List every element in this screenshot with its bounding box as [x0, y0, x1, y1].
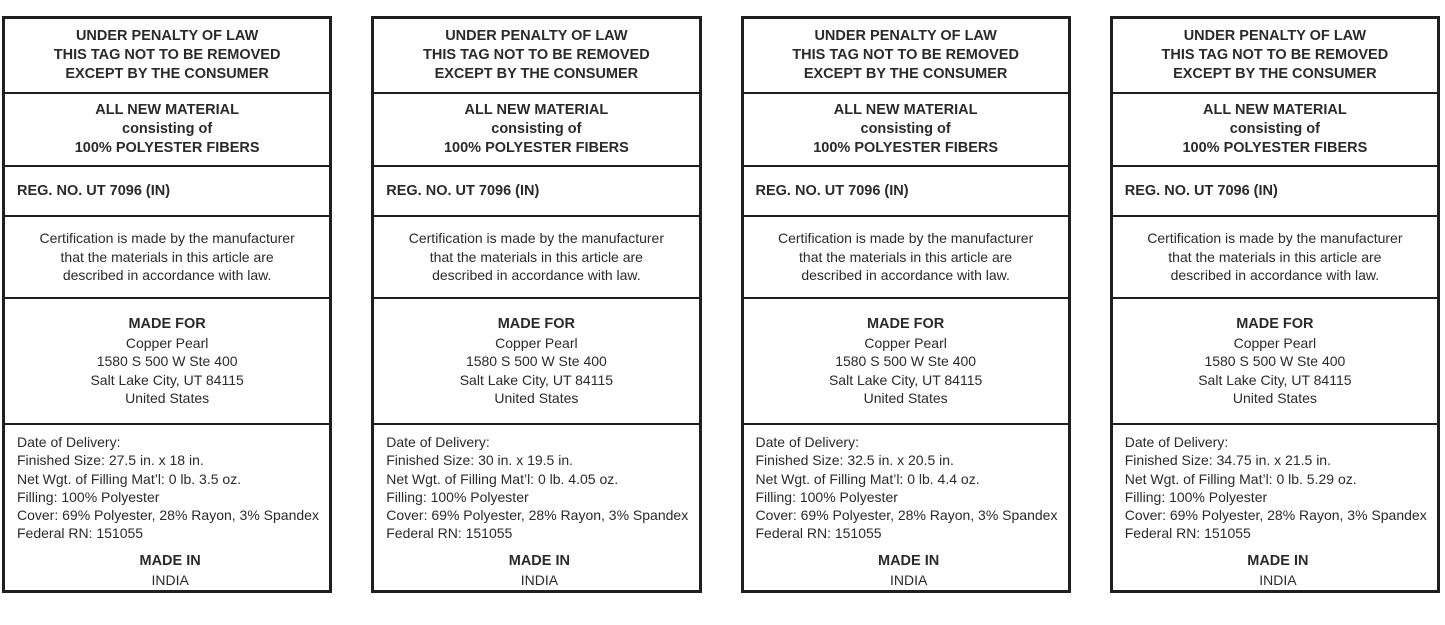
made-for-street: 1580 S 500 W Ste 400 — [465, 353, 607, 369]
made-in-block — [1125, 552, 1431, 590]
certification-line: described in accordance with law. — [801, 267, 1010, 284]
made-in-country: INDIA — [1259, 571, 1297, 588]
finished-size: Finished Size: 34.75 in. x 21.5 in. — [1124, 452, 1331, 469]
details-section — [1113, 423, 1437, 590]
filling: Filling: 100% Polyester — [755, 488, 898, 505]
penalty-line: UNDER PENALTY OF LAW — [1183, 28, 1367, 44]
made-for-street: 1580 S 500 W Ste 400 — [96, 353, 238, 369]
material-section — [1113, 92, 1437, 165]
details-section — [374, 423, 698, 590]
net-weight: Net Wgt. of Filling Mat’l: 0 lb. 3.5 oz. — [17, 470, 242, 487]
made-in-country: INDIA — [151, 571, 189, 588]
made-for-city: Salt Lake City, UT 84115 — [828, 371, 983, 388]
certification-line: described in accordance with law. — [432, 267, 641, 284]
law-label — [741, 16, 1071, 593]
made-in-country: INDIA — [520, 571, 559, 588]
made-for-city: Salt Lake City, UT 84115 — [459, 371, 614, 388]
certification-line: Certification is made by the manufacturer — [408, 230, 664, 247]
made-for-heading: MADE FOR — [866, 315, 945, 332]
registration-number-section — [1113, 165, 1437, 215]
certification-line: described in accordance with law. — [1170, 267, 1380, 284]
penalty-line: UNDER PENALTY OF LAW — [75, 28, 259, 44]
registration-number: REG. NO. UT 7096 (IN) — [755, 182, 909, 199]
details-section — [5, 423, 329, 590]
made-for-section — [374, 297, 698, 423]
made-in-heading: MADE IN — [1247, 552, 1309, 569]
law-label — [1110, 16, 1440, 593]
penalty-line: UNDER PENALTY OF LAW — [814, 28, 997, 44]
made-for-heading: MADE FOR — [1236, 315, 1314, 332]
certification-line: that the materials in this article are — [429, 248, 643, 265]
made-for-country: United States — [863, 390, 948, 406]
made-in-block — [17, 552, 323, 590]
material-line: consisting of — [1229, 121, 1320, 137]
made-for-street: 1580 S 500 W Ste 400 — [835, 353, 977, 369]
material-line: 100% POLYESTER FIBERS — [813, 140, 999, 156]
law-label — [371, 16, 701, 593]
penalty-line: UNDER PENALTY OF LAW — [445, 28, 628, 44]
material-line: ALL NEW MATERIAL — [833, 102, 978, 118]
cover: Cover: 69% Polyester, 28% Rayon, 3% Spandex — [386, 507, 689, 524]
made-in-block — [756, 552, 1062, 590]
penalty-line: THIS TAG NOT TO BE REMOVED — [53, 47, 281, 63]
net-weight: Net Wgt. of Filling Mat’l: 0 lb. 4.4 oz. — [755, 470, 980, 487]
date-of-delivery: Date of Delivery: — [755, 434, 859, 450]
date-of-delivery: Date of Delivery: — [1124, 434, 1229, 450]
made-for-country: United States — [1232, 390, 1317, 406]
made-in-country: INDIA — [889, 571, 928, 588]
cover: Cover: 69% Polyester, 28% Rayon, 3% Spandex — [1124, 507, 1427, 524]
registration-number-section — [374, 165, 698, 215]
penalty-section — [1113, 19, 1437, 92]
made-for-section — [1113, 297, 1437, 423]
date-of-delivery: Date of Delivery: — [17, 434, 121, 450]
labels-row — [2, 16, 1440, 593]
certification-line: described in accordance with law. — [62, 267, 272, 284]
certification-section — [744, 215, 1068, 297]
made-in-heading: MADE IN — [139, 552, 201, 569]
certification-section — [374, 215, 698, 297]
made-in-heading: MADE IN — [508, 552, 570, 569]
material-line: 100% POLYESTER FIBERS — [443, 140, 629, 156]
material-line: consisting of — [122, 121, 213, 137]
made-in-heading: MADE IN — [878, 552, 940, 569]
made-for-heading: MADE FOR — [128, 315, 206, 332]
penalty-line: EXCEPT BY THE CONSUMER — [803, 66, 1008, 82]
finished-size: Finished Size: 32.5 in. x 20.5 in. — [755, 452, 954, 469]
made-for-city: Salt Lake City, UT 84115 — [90, 371, 244, 388]
registration-number-section — [5, 165, 329, 215]
material-line: ALL NEW MATERIAL — [95, 102, 239, 118]
law-label — [2, 16, 332, 593]
certification-line: that the materials in this article are — [1168, 248, 1382, 265]
certification-line: Certification is made by the manufacturer — [1147, 230, 1403, 247]
certification-line: Certification is made by the manufacturer — [778, 230, 1034, 247]
made-for-city: Salt Lake City, UT 84115 — [1198, 371, 1352, 388]
filling: Filling: 100% Polyester — [17, 488, 160, 505]
filling: Filling: 100% Polyester — [386, 488, 529, 505]
made-for-section — [5, 297, 329, 423]
material-line: ALL NEW MATERIAL — [1203, 102, 1347, 118]
material-line: 100% POLYESTER FIBERS — [74, 140, 260, 156]
made-for-section — [744, 297, 1068, 423]
material-line: consisting of — [491, 121, 582, 137]
penalty-line: THIS TAG NOT TO BE REMOVED — [423, 47, 650, 63]
federal-rn: Federal RN: 151055 — [386, 525, 513, 542]
material-section — [5, 92, 329, 165]
made-for-country: United States — [125, 390, 210, 406]
details-section — [744, 423, 1068, 590]
made-for-company: Copper Pearl — [864, 334, 947, 351]
registration-number: REG. NO. UT 7096 (IN) — [1124, 182, 1278, 199]
date-of-delivery: Date of Delivery: — [386, 434, 490, 450]
material-line: consisting of — [860, 121, 951, 137]
penalty-line: THIS TAG NOT TO BE REMOVED — [792, 47, 1019, 63]
cover: Cover: 69% Polyester, 28% Rayon, 3% Spandex — [17, 507, 319, 524]
penalty-section — [744, 19, 1068, 92]
material-line: 100% POLYESTER FIBERS — [1182, 140, 1368, 156]
made-for-heading: MADE FOR — [497, 315, 576, 332]
made-in-block — [386, 552, 692, 590]
certification-section — [1113, 215, 1437, 297]
material-section — [374, 92, 698, 165]
made-for-company: Copper Pearl — [1233, 334, 1317, 351]
certification-line: that the materials in this article are — [60, 248, 274, 265]
certification-line: that the materials in this article are — [799, 248, 1013, 265]
penalty-line: EXCEPT BY THE CONSUMER — [434, 66, 639, 82]
certification-section — [5, 215, 329, 297]
net-weight: Net Wgt. of Filling Mat’l: 0 lb. 5.29 oz. — [1124, 470, 1357, 487]
penalty-line: EXCEPT BY THE CONSUMER — [65, 66, 269, 82]
certification-line: Certification is made by the manufacturer — [39, 230, 295, 247]
penalty-line: EXCEPT BY THE CONSUMER — [1173, 66, 1377, 82]
material-line: ALL NEW MATERIAL — [464, 102, 609, 118]
registration-number: REG. NO. UT 7096 (IN) — [17, 182, 171, 199]
finished-size: Finished Size: 27.5 in. x 18 in. — [17, 452, 204, 469]
made-for-company: Copper Pearl — [495, 334, 578, 351]
made-for-street: 1580 S 500 W Ste 400 — [1204, 353, 1346, 369]
penalty-section — [5, 19, 329, 92]
federal-rn: Federal RN: 151055 — [755, 525, 882, 542]
registration-number: REG. NO. UT 7096 (IN) — [386, 182, 540, 199]
federal-rn: Federal RN: 151055 — [1124, 525, 1251, 542]
made-for-company: Copper Pearl — [125, 334, 209, 351]
registration-number-section — [744, 165, 1068, 215]
made-for-country: United States — [494, 390, 579, 406]
finished-size: Finished Size: 30 in. x 19.5 in. — [386, 452, 574, 469]
federal-rn: Federal RN: 151055 — [17, 525, 144, 542]
cover: Cover: 69% Polyester, 28% Rayon, 3% Spandex — [755, 507, 1058, 524]
material-section — [744, 92, 1068, 165]
filling: Filling: 100% Polyester — [1124, 488, 1268, 505]
net-weight: Net Wgt. of Filling Mat’l: 0 lb. 4.05 oz. — [386, 470, 619, 487]
penalty-section — [374, 19, 698, 92]
penalty-line: THIS TAG NOT TO BE REMOVED — [1161, 47, 1389, 63]
